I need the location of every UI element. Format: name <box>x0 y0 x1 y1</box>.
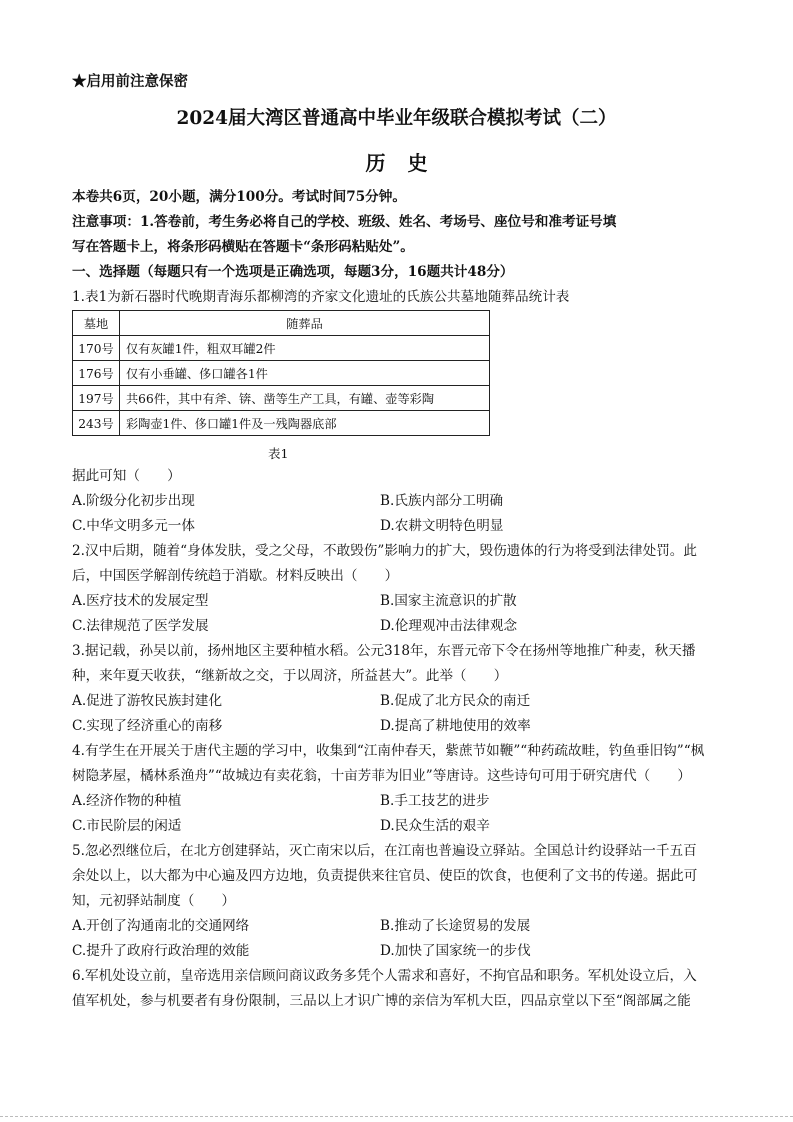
question-2-option-a[interactable]: A.医疗技术的发展定型 <box>72 593 209 609</box>
question-1-stem: 1.表1为新石器时代晚期青海乐都柳湾的齐家文化遗址的氏族公共墓地随葬品统计表 <box>72 289 570 305</box>
exam-title: 2024届大湾区普通高中毕业年级联合模拟考试（二） <box>176 108 617 129</box>
question-5-stem-line-2: 余处以上，以大都为中心遍及四方边地，负责提供来往官员、使臣的饮食，也便利了文书的传递。据此可 <box>72 868 698 884</box>
table-caption: 表1 <box>268 446 289 461</box>
question-6-stem-line-1: 6.军机处设立前，皇帝选用亲信顾问商议政务多凭个人需求和喜好，不拘官品和职务。军机处设立后，入 <box>72 968 697 984</box>
instructions-line-1: 注意事项：1.答卷前，考生务必将自己的学校、班级、姓名、考场号、座位号和准考证号填 <box>72 214 617 230</box>
table-row <box>73 336 490 361</box>
table-row <box>73 361 490 386</box>
question-4-option-d[interactable]: D.民众生活的艰辛 <box>380 818 490 834</box>
table-row <box>73 386 490 411</box>
confidential-notice: ★启用前注意保密 <box>72 73 188 90</box>
question-5-option-d[interactable]: D.加快了国家统一的步伐 <box>380 943 531 959</box>
question-6-stem-line-2: 值军机处，参与机要者有身份限制，三品以上才识广博的亲信为军机大臣，四品京堂以下至“阁部属之能 <box>72 993 691 1009</box>
table-cell: 197号 <box>73 386 120 411</box>
question-3-option-d[interactable]: D.提高了耕地使用的效率 <box>380 718 531 734</box>
table-header-row <box>73 311 490 336</box>
question-3-stem-line-1: 3.据记载，孙吴以前，扬州地区主要种植水稻。公元318年，东晋元帝下令在扬州等地推广种麦，秋天播 <box>72 643 696 659</box>
table-row <box>73 411 490 436</box>
question-2-stem-line-1: 2.汉中后期，随着“身体发肤，受之父母，不敢毁伤”影响力的扩大，毁伤遗体的行为将受到法律处罚。此 <box>72 543 697 559</box>
table-cell: 176号 <box>73 361 120 386</box>
question-5-stem-line-1: 5.忽必烈继位后，在北方创建驿站，灭亡南宋以后，在江南也普遍设立驿站。全国总计约设驿站一千五百 <box>72 843 697 859</box>
table-cell: 仅有小垂罐、侈口罐各1件 <box>120 361 490 386</box>
table-header-cell: 墓地 <box>73 311 120 336</box>
question-3-stem-line-2: 种，来年夏天收获，“继新故之交，于以周济，所益甚大”。此举（ ） <box>72 668 508 684</box>
question-4-option-b[interactable]: B.手工技艺的进步 <box>380 793 490 809</box>
table-cell: 243号 <box>73 411 120 436</box>
question-5-option-c[interactable]: C.提升了政府行政治理的效能 <box>72 943 250 959</box>
question-1-option-c[interactable]: C.中华文明多元一体 <box>72 518 195 534</box>
instructions-line-2: 写在答题卡上，将条形码横贴在答题卡“条形码粘贴处”。 <box>72 239 414 255</box>
question-3-option-c[interactable]: C.实现了经济重心的南移 <box>72 718 223 734</box>
exam-info: 本卷共6页，20小题，满分100分。考试时间75分钟。 <box>72 189 406 205</box>
question-3-option-b[interactable]: B.促成了北方民众的南迁 <box>380 693 531 709</box>
question-2-option-d[interactable]: D.伦理观冲击法律观念 <box>380 618 518 634</box>
question-5-option-a[interactable]: A.开创了沟通南北的交通网络 <box>72 918 250 934</box>
question-1-option-a[interactable]: A.阶级分化初步出现 <box>72 493 195 509</box>
question-2-stem-line-2: 后，中国医学解剖传统趋于消歇。材料反映出（ ） <box>72 568 399 584</box>
question-4-option-c[interactable]: C.市民阶层的闲适 <box>72 818 182 834</box>
section-heading: 一、选择题（每题只有一个选项是正确选项，每题3分，16题共计48分） <box>72 264 514 280</box>
table-cell: 170号 <box>73 336 120 361</box>
question-5-stem-line-3: 知，元初驿站制度（ ） <box>72 893 236 909</box>
question-2-option-c[interactable]: C.法律规范了医学发展 <box>72 618 209 634</box>
question-1-ask: 据此可知（ ） <box>72 468 181 484</box>
question-5-option-b[interactable]: B.推动了长途贸易的发展 <box>380 918 531 934</box>
question-4-stem-line-2: 树隐茅屋，橘林系渔舟”“故城边有卖花翁，十亩芳菲为旧业”等唐诗。这些诗句可用于研究唐代（ ） <box>72 768 691 784</box>
subject-title: 历史 <box>365 151 450 175</box>
table-cell: 彩陶壶1件、侈口罐1件及一残陶器底部 <box>120 411 490 436</box>
table-header-cell: 随葬品 <box>120 311 490 336</box>
question-4-stem-line-1: 4.有学生在开展关于唐代主题的学习中，收集到“江南仲春天，紫蔗节如鞭”“种药疏故畦，钓鱼垂旧钩”“枫 <box>72 743 705 759</box>
page-bottom-divider <box>0 1116 793 1117</box>
question-3-option-a[interactable]: A.促进了游牧民族封建化 <box>72 693 223 709</box>
grave-goods-table <box>72 310 490 436</box>
question-1-option-d[interactable]: D.农耕文明特色明显 <box>380 518 504 534</box>
table-cell: 仅有灰罐1件，粗双耳罐2件 <box>120 336 490 361</box>
question-2-option-b[interactable]: B.国家主流意识的扩散 <box>380 593 517 609</box>
question-4-option-a[interactable]: A.经济作物的种植 <box>72 793 182 809</box>
question-1-option-b[interactable]: B.氏族内部分工明确 <box>380 493 504 509</box>
table-cell: 共66件，其中有斧、锛、凿等生产工具，有罐、壶等彩陶 <box>120 386 490 411</box>
